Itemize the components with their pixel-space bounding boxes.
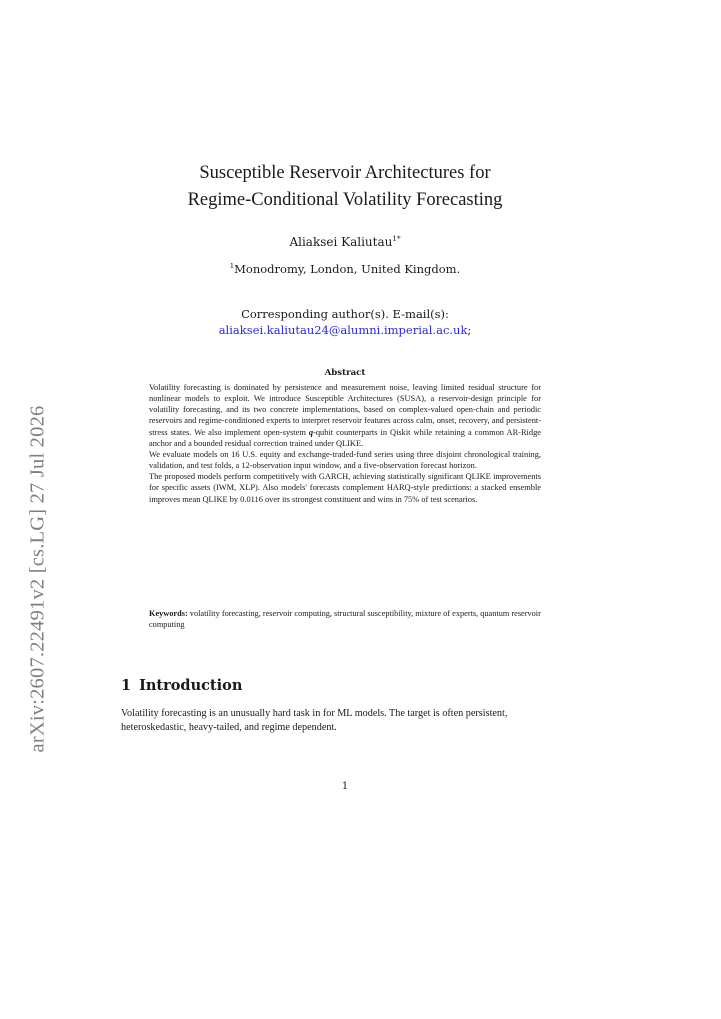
correspondence-suffix: ;	[467, 323, 472, 337]
correspondence-email-link[interactable]: aliaksei.kaliutau24@alumni.imperial.ac.uk	[218, 323, 468, 337]
title-line-2: Regime-Conditional Volatility Forecasting	[187, 190, 503, 210]
section-title: Introduction	[139, 677, 243, 694]
arxiv-identifier: arXiv:2607.22491v2 [cs.LG] 27 Jul 2026	[26, 405, 49, 753]
page-number: 1	[341, 781, 349, 792]
abstract-paragraph-3: The proposed models perform competitively with GARCH, achieving statistically significant QLIKE improvements for specific assets (IWM, XLP). Also models' forecasts complement HARQ-style predictions: a stacked ensemble improves mean QLIKE by 0.0116 over its strongest constituent and wins in 75% of test scenarios.	[149, 472, 541, 504]
keywords-text: volatility forecasting, reservoir computing, structural susceptibility, mixture of experts, quantum reservoir computing	[149, 609, 541, 630]
title-line-1: Susceptible Reservoir Architectures for	[199, 163, 491, 183]
affiliation: Monodromy, London, United Kingdom.	[234, 262, 461, 276]
abstract-paragraph-1	[149, 382, 541, 449]
author-line	[120, 234, 570, 250]
introduction-paragraph: Volatility forecasting is an unusually hard task in for ML models. The target is often persistent, heteroskedastic, heavy-tailed, and regime dependent.	[121, 708, 508, 733]
section-number: 1	[121, 677, 132, 694]
author-marks: 1*	[392, 234, 401, 243]
affiliation-mark: 1	[229, 262, 235, 271]
correspondence-block	[120, 306, 570, 338]
correspondence-email-line	[120, 322, 570, 338]
abstract-heading: Abstract	[324, 368, 366, 378]
keywords-block	[149, 608, 541, 630]
abstract-p1-q: q	[308, 427, 314, 437]
correspondence-label: Corresponding author(s). E-mail(s):	[241, 307, 449, 321]
arxiv-sidebar	[22, 385, 54, 773]
paper-title	[120, 160, 570, 214]
author-name: Aliaksei Kaliutau	[289, 235, 393, 249]
section-heading	[121, 677, 581, 695]
abstract-p1-after: -qubit counterparts in Qiskit while retaining a common AR-Ridge anchor and a bounded residual correction trained under QLIKE.	[149, 427, 541, 448]
keywords-label: Keywords:	[149, 609, 188, 618]
affiliation-line	[120, 261, 570, 277]
abstract-p1-before: Volatility forecasting is dominated by persistence and measurement noise, leaving limited residual structure for nonlinear models to exploit. We introduce Susceptible Architectures (SUSA), a reservoir-design principle for volatility forecasting, and its two concrete implementations, based on complex-valued open-chain and periodic reservoirs and regime-conditioned experts to interpret reservoir features across calm, onset, recovery, and persistent-stress states. We also implement open-system	[149, 383, 541, 437]
abstract-body	[149, 382, 541, 505]
abstract-paragraph-2: We evaluate models on 16 U.S. equity and exchange-traded-fund series using three disjoint chronological training, validation, and test folds, a 12-observation input window, and a five-observation forecast horizon.	[149, 449, 541, 471]
